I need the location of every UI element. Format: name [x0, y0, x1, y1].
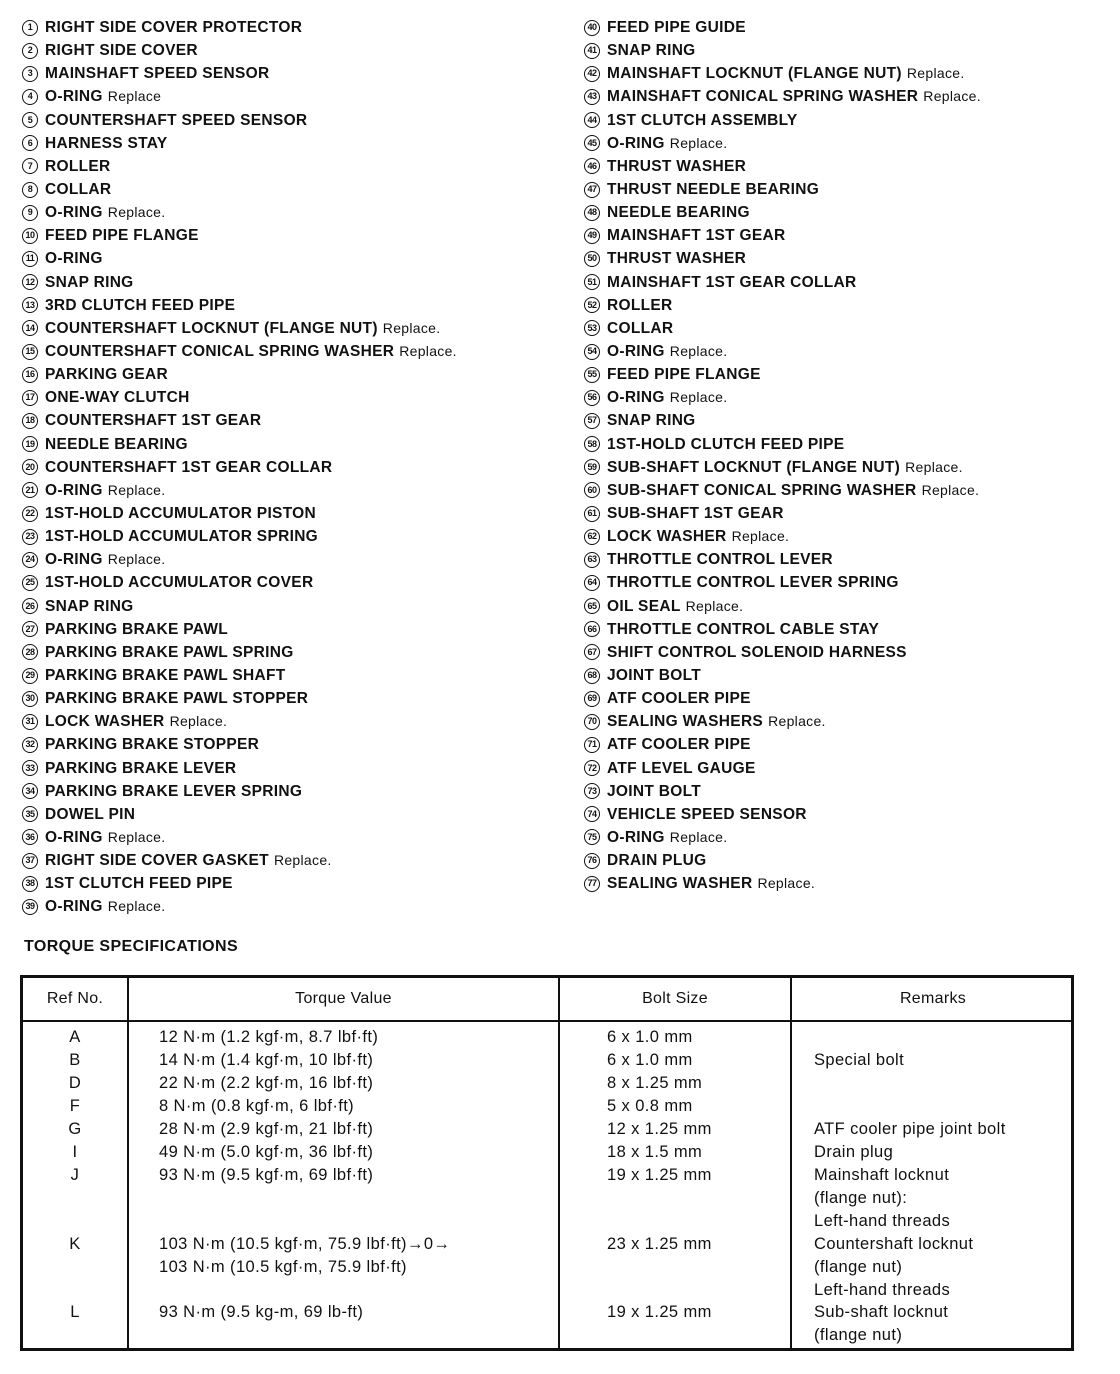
- part-item: [22, 595, 562, 618]
- part-name: PARKING BRAKE STOPPER: [45, 736, 260, 754]
- part-name: DRAIN PLUG: [607, 852, 707, 870]
- header-divider: [23, 1020, 1071, 1022]
- part-number: 25: [22, 575, 38, 591]
- part-item: [584, 780, 1104, 803]
- part-number: 50: [584, 251, 600, 267]
- part-item: [584, 16, 1104, 39]
- part-item: [584, 525, 1104, 548]
- part-item: [584, 872, 1104, 895]
- part-item: [22, 687, 562, 710]
- part-name: 1ST-HOLD ACCUMULATOR COVER: [45, 574, 314, 592]
- part-note: Replace.: [107, 551, 166, 568]
- part-number: 34: [22, 783, 38, 799]
- part-name: SNAP RING: [607, 42, 696, 60]
- part-name: 1ST-HOLD ACCUMULATOR SPRING: [45, 528, 319, 546]
- part-name: SUB-SHAFT 1ST GEAR: [607, 505, 784, 523]
- part-number: 69: [584, 691, 600, 707]
- part-number: 45: [584, 135, 600, 151]
- part-item: [22, 456, 562, 479]
- column-divider: [127, 978, 129, 1348]
- torque-specifications-title: TORQUE SPECIFICATIONS: [24, 938, 239, 955]
- part-name: O-RING: [45, 828, 103, 846]
- part-number: 26: [22, 598, 38, 614]
- ref-no-cell: I: [72, 1143, 78, 1161]
- ref-no-cell: D: [68, 1074, 82, 1092]
- part-item: [584, 757, 1104, 780]
- part-number: 72: [584, 760, 600, 776]
- remarks-cell: Sub-shaft locknut (flange nut): [814, 1303, 949, 1344]
- part-number: 30: [22, 691, 38, 707]
- part-number: 51: [584, 274, 600, 290]
- part-name: 1ST CLUTCH ASSEMBLY: [607, 111, 798, 129]
- part-name: THRUST WASHER: [607, 250, 747, 268]
- part-note: Replace.: [685, 597, 744, 614]
- part-number: 40: [584, 20, 600, 36]
- part-number: 27: [22, 621, 38, 637]
- part-item: [584, 178, 1104, 201]
- part-item: [22, 317, 562, 340]
- part-number: 48: [584, 205, 600, 221]
- part-item: [584, 803, 1104, 826]
- parts-list-right: [584, 16, 1104, 895]
- part-number: 6: [22, 135, 38, 151]
- part-item: [584, 386, 1104, 409]
- part-number: 46: [584, 158, 600, 174]
- part-name: 1ST-HOLD CLUTCH FEED PIPE: [607, 435, 845, 453]
- part-item: [584, 502, 1104, 525]
- part-name: COUNTERSHAFT 1ST GEAR COLLAR: [45, 458, 333, 476]
- part-name: THROTTLE CONTROL LEVER SPRING: [607, 574, 899, 592]
- part-number: 38: [22, 876, 38, 892]
- part-item: [22, 39, 562, 62]
- part-note: Replace.: [107, 828, 166, 845]
- part-item: [22, 780, 562, 803]
- part-name: ATF COOLER PIPE: [607, 690, 751, 708]
- part-item: [22, 155, 562, 178]
- part-note: Replace.: [273, 852, 332, 869]
- part-note: Replace.: [669, 134, 728, 151]
- bolt-size-cell: 6 x 1.0 mm: [607, 1051, 693, 1069]
- part-item: [22, 849, 562, 872]
- part-number: 18: [22, 413, 38, 429]
- part-item: [22, 895, 562, 918]
- part-name: COUNTERSHAFT CONICAL SPRING WASHER: [45, 343, 395, 361]
- header-bolt-size: Bolt Size: [642, 990, 708, 1007]
- part-name: THROTTLE CONTROL LEVER: [607, 551, 833, 569]
- part-item: [22, 502, 562, 525]
- part-item: [22, 178, 562, 201]
- part-name: MAINSHAFT SPEED SENSOR: [45, 65, 270, 83]
- part-name: PARKING GEAR: [45, 366, 169, 384]
- part-name: FEED PIPE FLANGE: [607, 366, 761, 384]
- part-name: O-RING: [607, 389, 665, 407]
- part-name: SEALING WASHERS: [607, 713, 764, 731]
- part-number: 8: [22, 182, 38, 198]
- part-item: [584, 39, 1104, 62]
- part-number: 13: [22, 297, 38, 313]
- part-item: [22, 201, 562, 224]
- part-number: 54: [584, 344, 600, 360]
- ref-no-cell: J: [70, 1166, 80, 1184]
- part-item: [22, 224, 562, 247]
- part-number: 19: [22, 436, 38, 452]
- part-number: 68: [584, 668, 600, 684]
- part-item: [584, 109, 1104, 132]
- part-number: 53: [584, 320, 600, 336]
- part-name: 3RD CLUTCH FEED PIPE: [45, 296, 236, 314]
- part-item: [584, 155, 1104, 178]
- part-number: 55: [584, 367, 600, 383]
- ref-no-cell: G: [68, 1120, 82, 1138]
- part-number: 21: [22, 482, 38, 498]
- torque-value-cell: 12 N·m (1.2 kgf·m, 8.7 lbf·ft): [159, 1028, 379, 1046]
- part-name: PARKING BRAKE PAWL: [45, 620, 229, 638]
- column-divider: [558, 978, 560, 1348]
- part-item: [22, 132, 562, 155]
- part-note: Replace.: [107, 481, 166, 498]
- part-item: [22, 386, 562, 409]
- part-note: Replace.: [382, 319, 441, 336]
- part-note: Replace.: [905, 458, 963, 475]
- part-item: [584, 363, 1104, 386]
- part-number: 12: [22, 274, 38, 290]
- part-note: Replace.: [768, 713, 826, 730]
- part-number: 65: [584, 598, 600, 614]
- part-name: MAINSHAFT CONICAL SPRING WASHER: [607, 88, 919, 106]
- part-name: O-RING: [45, 250, 103, 268]
- part-number: 7: [22, 158, 38, 174]
- part-name: LOCK WASHER: [45, 713, 165, 731]
- part-name: COLLAR: [607, 319, 674, 337]
- part-item: [584, 595, 1104, 618]
- part-name: COUNTERSHAFT SPEED SENSOR: [45, 111, 308, 129]
- part-name: O-RING: [607, 828, 665, 846]
- part-number: 1: [22, 20, 38, 36]
- part-number: 22: [22, 506, 38, 522]
- part-name: HARNESS STAY: [45, 134, 168, 152]
- part-item: [584, 641, 1104, 664]
- part-number: 29: [22, 668, 38, 684]
- part-name: ROLLER: [45, 157, 111, 175]
- torque-value-cell: 22 N·m (2.2 kgf·m, 16 lbf·ft): [159, 1074, 374, 1092]
- part-item: [584, 271, 1104, 294]
- part-number: 11: [22, 251, 38, 267]
- part-number: 56: [584, 390, 600, 406]
- part-item: [584, 433, 1104, 456]
- parts-list-left: [22, 16, 562, 918]
- part-item: [584, 710, 1104, 733]
- part-number: 67: [584, 644, 600, 660]
- torque-table: [20, 975, 1074, 1351]
- part-item: [22, 525, 562, 548]
- part-number: 17: [22, 390, 38, 406]
- part-number: 42: [584, 66, 600, 82]
- part-item: [22, 803, 562, 826]
- torque-value-cell: 93 N·m (9.5 kg-m, 69 lb-ft): [159, 1303, 364, 1321]
- part-name: SHIFT CONTROL SOLENOID HARNESS: [607, 643, 907, 661]
- bolt-size-cell: 19 x 1.25 mm: [607, 1303, 712, 1321]
- part-number: 33: [22, 760, 38, 776]
- part-name: 1ST CLUTCH FEED PIPE: [45, 875, 233, 893]
- part-number: 4: [22, 89, 38, 105]
- part-name: ONE-WAY CLUTCH: [45, 389, 190, 407]
- part-item: [22, 363, 562, 386]
- part-name: MAINSHAFT LOCKNUT (FLANGE NUT): [607, 65, 902, 83]
- part-item: [22, 479, 562, 502]
- part-number: 23: [22, 529, 38, 545]
- part-number: 63: [584, 552, 600, 568]
- part-item: [22, 85, 562, 108]
- part-item: [584, 247, 1104, 270]
- part-item: [22, 664, 562, 687]
- torque-value-cell: 93 N·m (9.5 kgf·m, 69 lbf·ft): [159, 1166, 374, 1184]
- part-name: PARKING BRAKE PAWL STOPPER: [45, 690, 309, 708]
- part-note: Replace: [107, 88, 162, 105]
- part-name: JOINT BOLT: [607, 667, 701, 684]
- part-name: RIGHT SIDE COVER GASKET: [45, 852, 269, 870]
- part-note: Replace.: [921, 481, 980, 498]
- remarks-cell: ATF cooler pipe joint bolt: [814, 1120, 1006, 1138]
- part-number: 31: [22, 714, 38, 730]
- part-number: 28: [22, 644, 38, 660]
- part-name: O-RING: [607, 343, 665, 361]
- ref-no-cell: F: [69, 1097, 81, 1115]
- part-name: FEED PIPE GUIDE: [607, 19, 746, 37]
- part-item: [584, 62, 1104, 85]
- part-number: 10: [22, 228, 38, 244]
- part-item: [584, 849, 1104, 872]
- part-name: 1ST-HOLD ACCUMULATOR PISTON: [45, 505, 317, 523]
- part-item: [22, 271, 562, 294]
- header-ref-no: Ref No.: [46, 990, 104, 1007]
- part-item: [22, 247, 562, 270]
- part-number: 15: [22, 344, 38, 360]
- part-number: 36: [22, 829, 38, 845]
- part-item: [584, 456, 1104, 479]
- part-item: [22, 826, 562, 849]
- part-name: PARKING BRAKE PAWL SHAFT: [45, 667, 286, 684]
- part-item: [584, 224, 1104, 247]
- part-item: [584, 826, 1104, 849]
- part-item: [22, 618, 562, 641]
- part-item: [584, 687, 1104, 710]
- part-name: SNAP RING: [45, 597, 134, 615]
- part-number: 37: [22, 853, 38, 869]
- part-item: [584, 201, 1104, 224]
- part-number: 47: [584, 182, 600, 198]
- torque-value-cell: 49 N·m (5.0 kgf·m, 36 lbf·ft): [159, 1143, 374, 1161]
- part-number: 76: [584, 853, 600, 869]
- part-item: [22, 109, 562, 132]
- part-name: JOINT BOLT: [607, 782, 701, 800]
- part-note: Replace.: [757, 875, 816, 892]
- remarks-cell: Special bolt: [814, 1051, 905, 1069]
- part-name: O-RING: [45, 481, 103, 499]
- part-note: Replace.: [669, 343, 728, 360]
- part-name: PARKING BRAKE LEVER SPRING: [45, 782, 303, 800]
- part-name: MAINSHAFT 1ST GEAR COLLAR: [607, 273, 857, 291]
- part-note: Replace.: [731, 528, 790, 545]
- part-name: COUNTERSHAFT LOCKNUT (FLANGE NUT): [45, 319, 378, 337]
- header-remarks: Remarks: [899, 990, 967, 1007]
- part-item: [22, 548, 562, 571]
- torque-value-cell: 28 N·m (2.9 kgf·m, 21 lbf·ft): [159, 1120, 374, 1138]
- part-name: MAINSHAFT 1ST GEAR: [607, 227, 786, 245]
- part-item: [584, 733, 1104, 756]
- part-name: LOCK WASHER: [607, 528, 727, 546]
- part-name: SUB-SHAFT LOCKNUT (FLANGE NUT): [607, 458, 901, 476]
- part-number: 39: [22, 899, 38, 915]
- bolt-size-cell: 18 x 1.5 mm: [607, 1143, 703, 1161]
- part-number: 3: [22, 66, 38, 82]
- part-name: COUNTERSHAFT 1ST GEAR: [45, 412, 262, 430]
- part-note: Replace.: [923, 88, 981, 105]
- part-item: [22, 733, 562, 756]
- part-item: [584, 340, 1104, 363]
- bolt-size-cell: 5 x 0.8 mm: [607, 1097, 693, 1115]
- part-note: Replace.: [107, 898, 166, 915]
- part-name: OIL SEAL: [607, 597, 681, 615]
- part-number: 75: [584, 829, 600, 845]
- part-item: [584, 618, 1104, 641]
- part-name: ROLLER: [607, 296, 673, 314]
- part-number: 73: [584, 783, 600, 799]
- part-name: ATF COOLER PIPE: [607, 736, 751, 754]
- part-number: 61: [584, 506, 600, 522]
- remarks-cell: Mainshaft locknut (flange nut): Left-hand threads: [814, 1166, 951, 1230]
- part-number: 43: [584, 89, 600, 105]
- bolt-size-cell: 23 x 1.25 mm: [607, 1235, 712, 1253]
- part-item: [22, 62, 562, 85]
- torque-value-cell: 14 N·m (1.4 kgf·m, 10 lbf·ft): [159, 1051, 374, 1069]
- part-note: Replace.: [107, 204, 166, 221]
- part-item: [22, 710, 562, 733]
- part-name: ATF LEVEL GAUGE: [607, 759, 756, 777]
- part-name: VEHICLE SPEED SENSOR: [607, 805, 807, 823]
- part-number: 77: [584, 876, 600, 892]
- bolt-size-cell: 19 x 1.25 mm: [607, 1166, 712, 1184]
- part-name: THRUST NEEDLE BEARING: [607, 181, 820, 199]
- part-name: THRUST WASHER: [607, 157, 747, 175]
- part-item: [22, 16, 562, 39]
- part-number: 49: [584, 228, 600, 244]
- part-item: [22, 409, 562, 432]
- torque-value-cell: 103 N·m (10.5 kgf·m, 75.9 lbf·ft)→0→ 103 N·m (10.5 kgf·m, 75.9 lbf·ft): [159, 1235, 451, 1276]
- part-item: [584, 571, 1104, 594]
- part-number: 74: [584, 806, 600, 822]
- part-number: 57: [584, 413, 600, 429]
- part-name: O-RING: [45, 204, 103, 222]
- part-name: COLLAR: [45, 181, 112, 199]
- part-item: [584, 548, 1104, 571]
- part-name: NEEDLE BEARING: [607, 204, 750, 222]
- part-note: Replace.: [906, 65, 965, 82]
- part-item: [584, 664, 1104, 687]
- part-number: 9: [22, 205, 38, 221]
- part-number: 70: [584, 714, 600, 730]
- part-number: 20: [22, 459, 38, 475]
- part-item: [22, 571, 562, 594]
- part-name: DOWEL PIN: [45, 805, 136, 823]
- part-item: [584, 294, 1104, 317]
- ref-no-cell: A: [69, 1028, 81, 1046]
- part-item: [22, 294, 562, 317]
- remarks-cell: Countershaft locknut (flange nut) Left-hand threads: [814, 1235, 974, 1299]
- ref-no-cell: L: [70, 1303, 80, 1321]
- part-note: Replace.: [669, 828, 728, 845]
- part-number: 66: [584, 621, 600, 637]
- part-number: 44: [584, 112, 600, 128]
- part-name: O-RING: [45, 551, 103, 569]
- part-number: 62: [584, 529, 600, 545]
- part-name: SNAP RING: [45, 273, 134, 291]
- part-number: 52: [584, 297, 600, 313]
- part-name: RIGHT SIDE COVER: [45, 42, 198, 60]
- ref-no-cell: K: [69, 1235, 81, 1253]
- part-item: [584, 317, 1104, 340]
- part-item: [584, 132, 1104, 155]
- part-note: Replace.: [169, 713, 228, 730]
- part-item: [22, 340, 562, 363]
- part-name: THROTTLE CONTROL CABLE STAY: [607, 620, 880, 638]
- part-number: 24: [22, 552, 38, 568]
- part-note: Replace.: [399, 343, 457, 360]
- part-number: 41: [584, 43, 600, 59]
- part-item: [584, 479, 1104, 502]
- part-number: 2: [22, 43, 38, 59]
- part-number: 58: [584, 436, 600, 452]
- part-number: 32: [22, 737, 38, 753]
- part-name: O-RING: [45, 898, 103, 916]
- part-number: 5: [22, 112, 38, 128]
- part-name: PARKING BRAKE LEVER: [45, 759, 237, 777]
- bolt-size-cell: 8 x 1.25 mm: [607, 1074, 703, 1092]
- part-name: O-RING: [45, 88, 103, 106]
- part-item: [584, 85, 1104, 108]
- part-number: 71: [584, 737, 600, 753]
- part-item: [22, 641, 562, 664]
- part-number: 64: [584, 575, 600, 591]
- part-number: 14: [22, 320, 38, 336]
- part-note: Replace.: [669, 389, 728, 406]
- part-name: SNAP RING: [607, 412, 696, 430]
- part-name: FEED PIPE FLANGE: [45, 227, 199, 245]
- torque-value-cell: 8 N·m (0.8 kgf·m, 6 lbf·ft): [159, 1097, 355, 1115]
- part-name: SEALING WASHER: [607, 875, 753, 893]
- part-item: [584, 409, 1104, 432]
- bolt-size-cell: 6 x 1.0 mm: [607, 1028, 693, 1046]
- part-name: PARKING BRAKE PAWL SPRING: [45, 643, 294, 661]
- part-item: [22, 872, 562, 895]
- part-name: NEEDLE BEARING: [45, 435, 188, 453]
- part-number: 35: [22, 806, 38, 822]
- header-torque-value: Torque Value: [295, 990, 392, 1007]
- part-number: 60: [584, 482, 600, 498]
- part-number: 16: [22, 367, 38, 383]
- part-name: O-RING: [607, 134, 665, 152]
- ref-no-cell: B: [69, 1051, 81, 1069]
- remarks-cell: Drain plug: [814, 1143, 894, 1161]
- part-number: 59: [584, 459, 600, 475]
- part-name: SUB-SHAFT CONICAL SPRING WASHER: [607, 481, 917, 499]
- column-divider: [790, 978, 792, 1348]
- bolt-size-cell: 12 x 1.25 mm: [607, 1120, 712, 1138]
- part-item: [22, 433, 562, 456]
- part-name: RIGHT SIDE COVER PROTECTOR: [45, 19, 303, 37]
- part-item: [22, 757, 562, 780]
